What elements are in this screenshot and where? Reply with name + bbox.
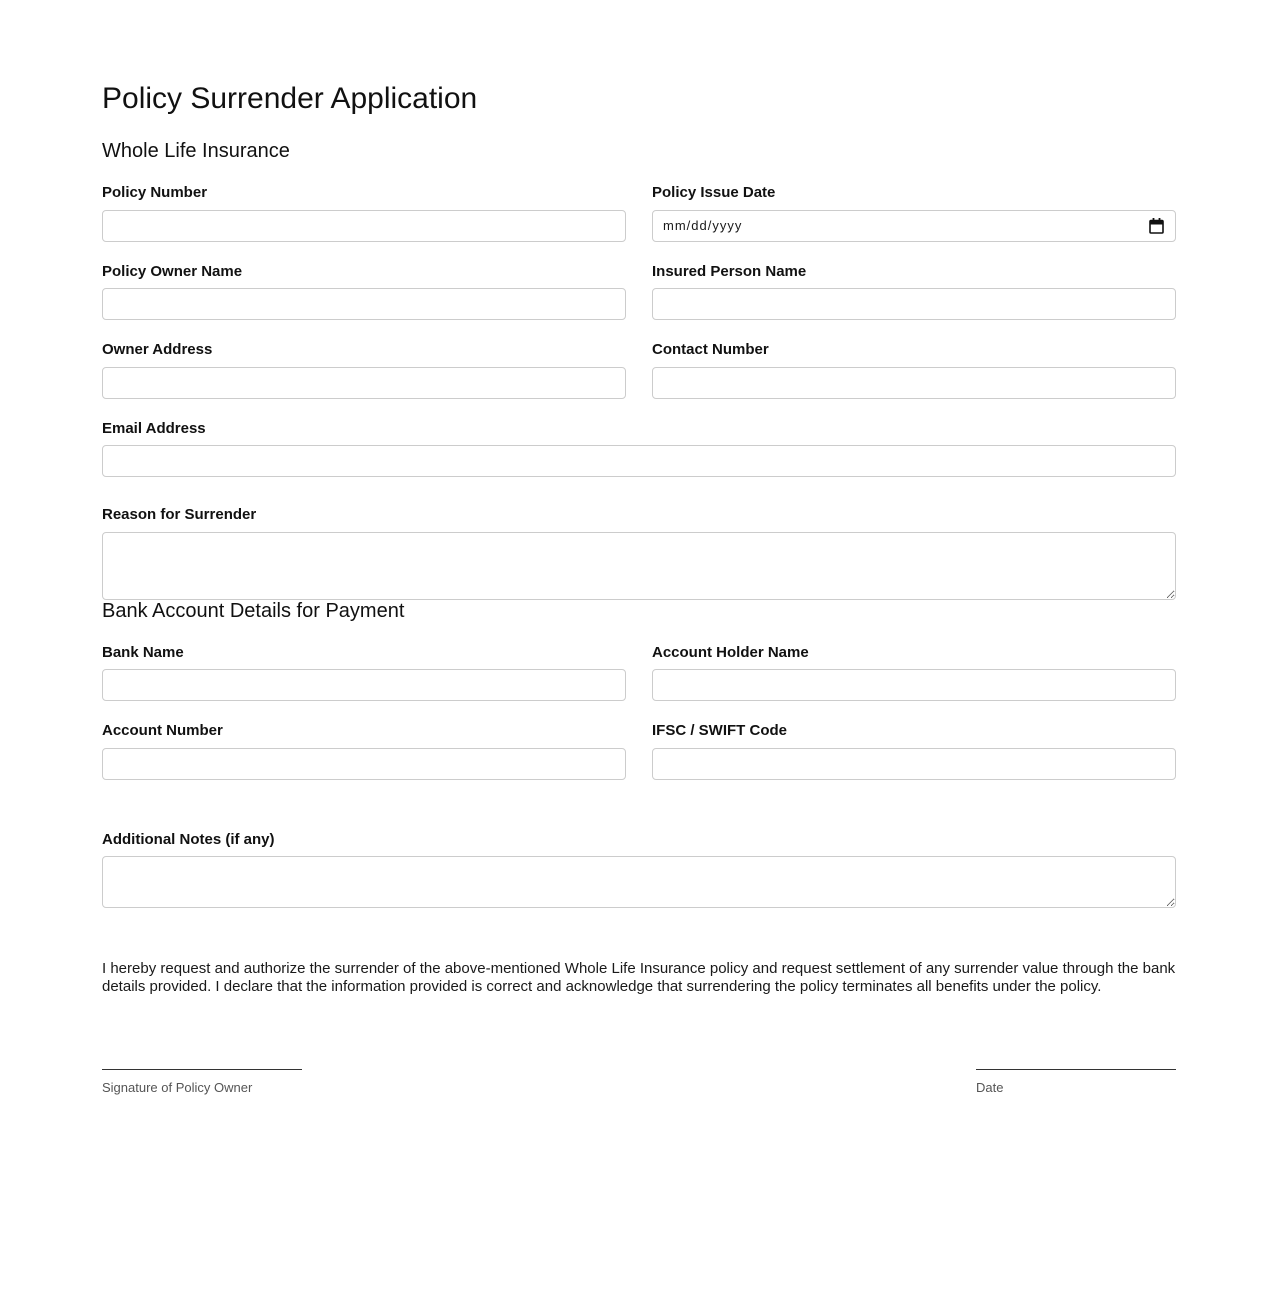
email-address-input[interactable] [102, 445, 1176, 477]
policy-number-label: Policy Number [102, 184, 208, 201]
signature-row [102, 1069, 1176, 1096]
policy-owner-name-input[interactable] [102, 288, 626, 320]
signature-date-label: Date [976, 1080, 1004, 1095]
policy-owner-name-field [102, 264, 626, 321]
signature-date-block [976, 1069, 1176, 1096]
signature-owner-block [102, 1069, 302, 1096]
ifsc-swift-code-field [652, 723, 1176, 780]
policy-number-field [102, 185, 626, 242]
ifsc-swift-code-label: IFSC / SWIFT Code [652, 722, 787, 739]
owner-address-input[interactable] [102, 367, 626, 399]
bank-name-field [102, 645, 626, 702]
signature-date-line [976, 1069, 1176, 1070]
additional-notes-textarea[interactable] [102, 856, 1176, 908]
account-holder-name-field [652, 645, 1176, 702]
insured-person-name-field [652, 264, 1176, 321]
bank-name-label: Bank Name [102, 643, 184, 661]
contact-number-input[interactable] [652, 367, 1176, 399]
policy-issue-date-input[interactable] [652, 210, 1176, 242]
owner-address-label: Owner Address [102, 341, 213, 358]
account-number-label: Account Number [102, 722, 223, 739]
email-address-field [102, 421, 1176, 478]
insured-person-name-label: Insured Person Name [652, 262, 807, 280]
section-heading-whole-life: Whole Life Insurance [102, 140, 290, 162]
reason-for-surrender-field [102, 507, 1176, 600]
calendar-icon[interactable] [1147, 217, 1165, 235]
bank-details-grid [102, 645, 1176, 780]
policy-owner-name-label: Policy Owner Name [102, 262, 243, 280]
email-address-label: Email Address [102, 419, 206, 437]
additional-notes-label: Additional Notes (if any) [102, 830, 275, 848]
additional-notes-field [102, 832, 1176, 909]
account-holder-name-label: Account Holder Name [652, 643, 809, 661]
policy-number-input[interactable] [102, 210, 626, 242]
declaration-text: I hereby request and authorize the surrender of the above-mentioned Whole Life Insurance policy and request settlement of any surrender value through the bank details provided. I declare that the information provided is correct and acknowledge that surrendering the policy terminates all benefits under the policy. [102, 960, 1176, 995]
reason-for-surrender-textarea[interactable] [102, 532, 1176, 600]
insured-person-name-input[interactable] [652, 288, 1176, 320]
bank-name-input[interactable] [102, 669, 626, 701]
contact-number-label: Contact Number [652, 341, 769, 358]
section-heading-bank-details: Bank Account Details for Payment [102, 599, 405, 622]
signature-owner-label: Signature of Policy Owner [102, 1080, 253, 1095]
policy-details-grid [102, 185, 1176, 477]
date-placeholder: mm/dd/yyyy [663, 218, 743, 233]
account-number-input[interactable] [102, 748, 626, 780]
contact-number-field [652, 342, 1176, 399]
policy-surrender-form [102, 0, 1176, 1246]
policy-issue-date-field [652, 185, 1176, 242]
signature-owner-line [102, 1069, 302, 1070]
account-holder-name-input[interactable] [652, 669, 1176, 701]
account-number-field [102, 723, 626, 780]
owner-address-field [102, 342, 626, 399]
policy-issue-date-label: Policy Issue Date [652, 184, 776, 201]
ifsc-swift-code-input[interactable] [652, 748, 1176, 780]
page-title: Policy Surrender Application [102, 82, 478, 115]
reason-for-surrender-label: Reason for Surrender [102, 506, 257, 523]
